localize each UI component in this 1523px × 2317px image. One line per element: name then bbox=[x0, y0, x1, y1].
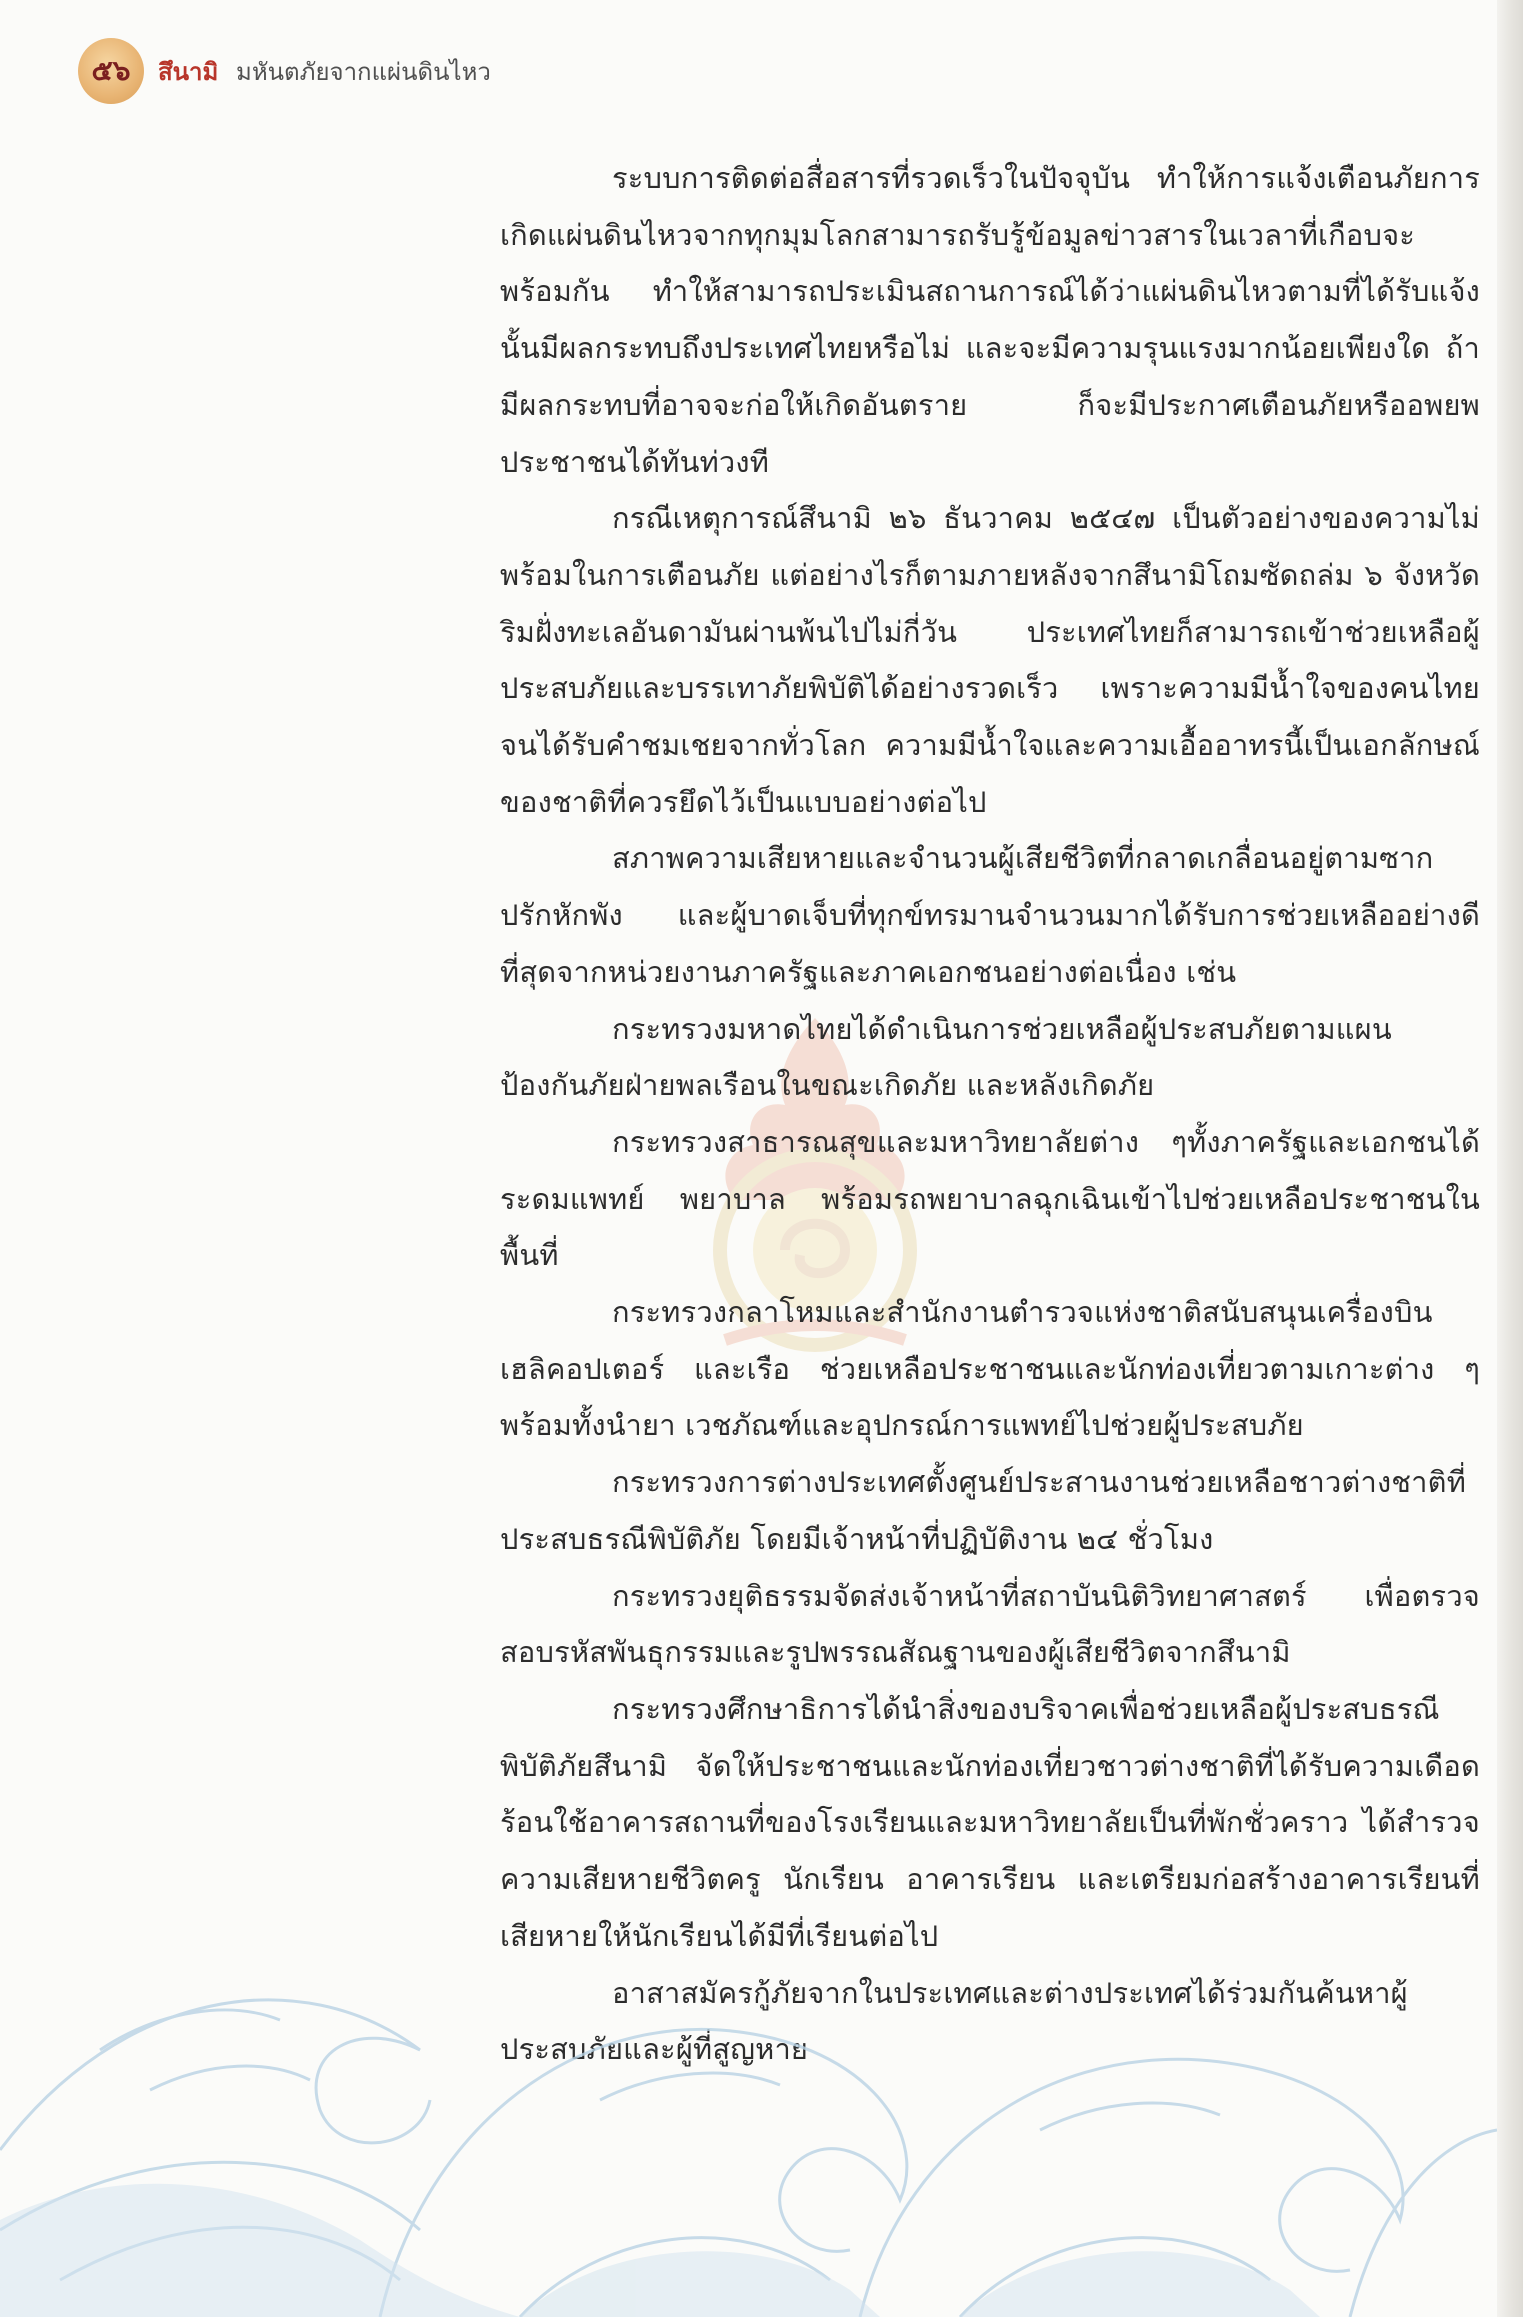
paragraph: กระทรวงยุติธรรมจัดส่งเจ้าหน้าที่สถาบันนิติวิทยาศาสตร์ เพื่อตรวจสอบรหัสพันธุกรรมและรูปพรรณสัณฐานของผู้เสียชีวิตจากสึนามิ bbox=[500, 1578, 1480, 1670]
book-title-main: สึนามิ bbox=[158, 57, 219, 86]
page-number-badge bbox=[78, 38, 144, 104]
paragraph: กระทรวงศึกษาธิการได้นำสิ่งของบริจาคเพื่อช่วยเหลือผู้ประสบธรณีพิบัติภัยสึนามิ จัดให้ประชาชนและนักท่องเที่ยวชาวต่างชาติที่ได้รับความเดือดร้อนใช้อาคารสถานที่ของโรงเรียนและมหาวิทยาลัยเป็นที่พักชั่วคราว ได้สำรวจความเสียหายชีวิตครู นักเรียน อาคารเรียน และเตรียมก่อสร้างอาคารเรียนที่เสียหายให้นักเรียนได้มีที่เรียนต่อไป bbox=[500, 1691, 1480, 1953]
paragraph: กระทรวงกลาโหมและสำนักงานตำรวจแห่งชาติสนับสนุนเครื่องบินเฮลิคอปเตอร์ และเรือ ช่วยเหลือประชาชนและนักท่องเที่ยวตามเกาะต่าง ๆ พร้อมทั้งนำยา เวชภัณฑ์และอุปกรณ์การแพทย์ไปช่วยผู้ประสบภัย bbox=[500, 1295, 1480, 1443]
running-header bbox=[78, 38, 491, 104]
paragraph: กระทรวงมหาดไทยได้ดำเนินการช่วยเหลือผู้ประสบภัยตามแผนป้องกันภัยฝ่ายพลเรือนในขณะเกิดภัย และหลังเกิดภัย bbox=[500, 1011, 1392, 1103]
paragraph: กระทรวงการต่างประเทศตั้งศูนย์ประสานงานช่วยเหลือชาวต่างชาติที่ประสบธรณีพิบัติภัย โดยมีเจ้าหน้าที่ปฏิบัติงาน ๒๔ ชั่วโมง bbox=[500, 1465, 1467, 1556]
page-number: ๕๖ bbox=[91, 54, 131, 87]
wave-decoration-icon bbox=[0, 1900, 1497, 2317]
paragraph: กรณีเหตุการณ์สึนามิ ๒๖ ธันวาคม ๒๕๔๗ เป็นตัวอย่างของความไม่พร้อมในการเตือนภัย แต่อย่างไรก็ตามภายหลังจากสึนามิโถมซัดถล่ม ๖ จังหวัดริมฝั่งทะเลอันดามันผ่านพ้นไปไม่กี่วัน ประเทศไทยก็สามารถเข้าช่วยเหลือผู้ประสบภัยและบรรเทาภัยพิบัติได้อย่างรวดเร็ว เพราะความมีน้ำใจของคนไทยจนได้รับคำชมเชยจากทั่วโลก ความมีน้ำใจและความเอื้ออาทรนี้เป็นเอกลักษณ์ของชาติที่ควรยึดไว้เป็นแบบอย่างต่อไป bbox=[500, 501, 1480, 819]
page-edge-shadow bbox=[1497, 0, 1523, 2317]
book-title-subtitle: มหันตภัยจากแผ่นดินไหว bbox=[236, 57, 491, 86]
paragraph: อาสาสมัครกู้ภัยจากในประเทศและต่างประเทศได้ร่วมกันค้นหาผู้ประสบภัยและผู้ที่สูญหาย bbox=[500, 1975, 1408, 2067]
book-title bbox=[158, 52, 491, 91]
paragraph: กระทรวงสาธารณสุขและมหาวิทยาลัยต่าง ๆทั้งภาครัฐและเอกชนได้ระดมแพทย์ พยาบาล พร้อมรถพยาบาลฉุกเฉินเข้าไปช่วยเหลือประชาชนในพื้นที่ bbox=[500, 1124, 1480, 1273]
body-text bbox=[500, 150, 1480, 2078]
paragraph: ระบบการติดต่อสื่อสารที่รวดเร็วในปัจจุบัน ทำให้การแจ้งเตือนภัยการเกิดแผ่นดินไหวจากทุกมุมโลกสามารถรับรู้ข้อมูลข่าวสารในเวลาที่เกือบจะพร้อมกัน ทำให้สามารถประเมินสถานการณ์ได้ว่าแผ่นดินไหวตามที่ได้รับแจ้งนั้นมีผลกระทบถึงประเทศไทยหรือไม่ และจะมีความรุนแรงมากน้อยเพียงใด ถ้ามีผลกระทบที่อาจจะก่อให้เกิดอันตราย ก็จะมีประกาศเตือนภัยหรืออพยพประชาชนได้ทันท่วงที bbox=[500, 161, 1480, 479]
paragraph: สภาพความเสียหายและจำนวนผู้เสียชีวิตที่กลาดเกลื่อนอยู่ตามซากปรักหักพัง และผู้บาดเจ็บที่ทุกข์ทรมานจำนวนมากได้รับการช่วยเหลืออย่างดีที่สุดจากหน่วยงานภาครัฐและภาคเอกชนอย่างต่อเนื่อง เช่น bbox=[500, 841, 1480, 989]
